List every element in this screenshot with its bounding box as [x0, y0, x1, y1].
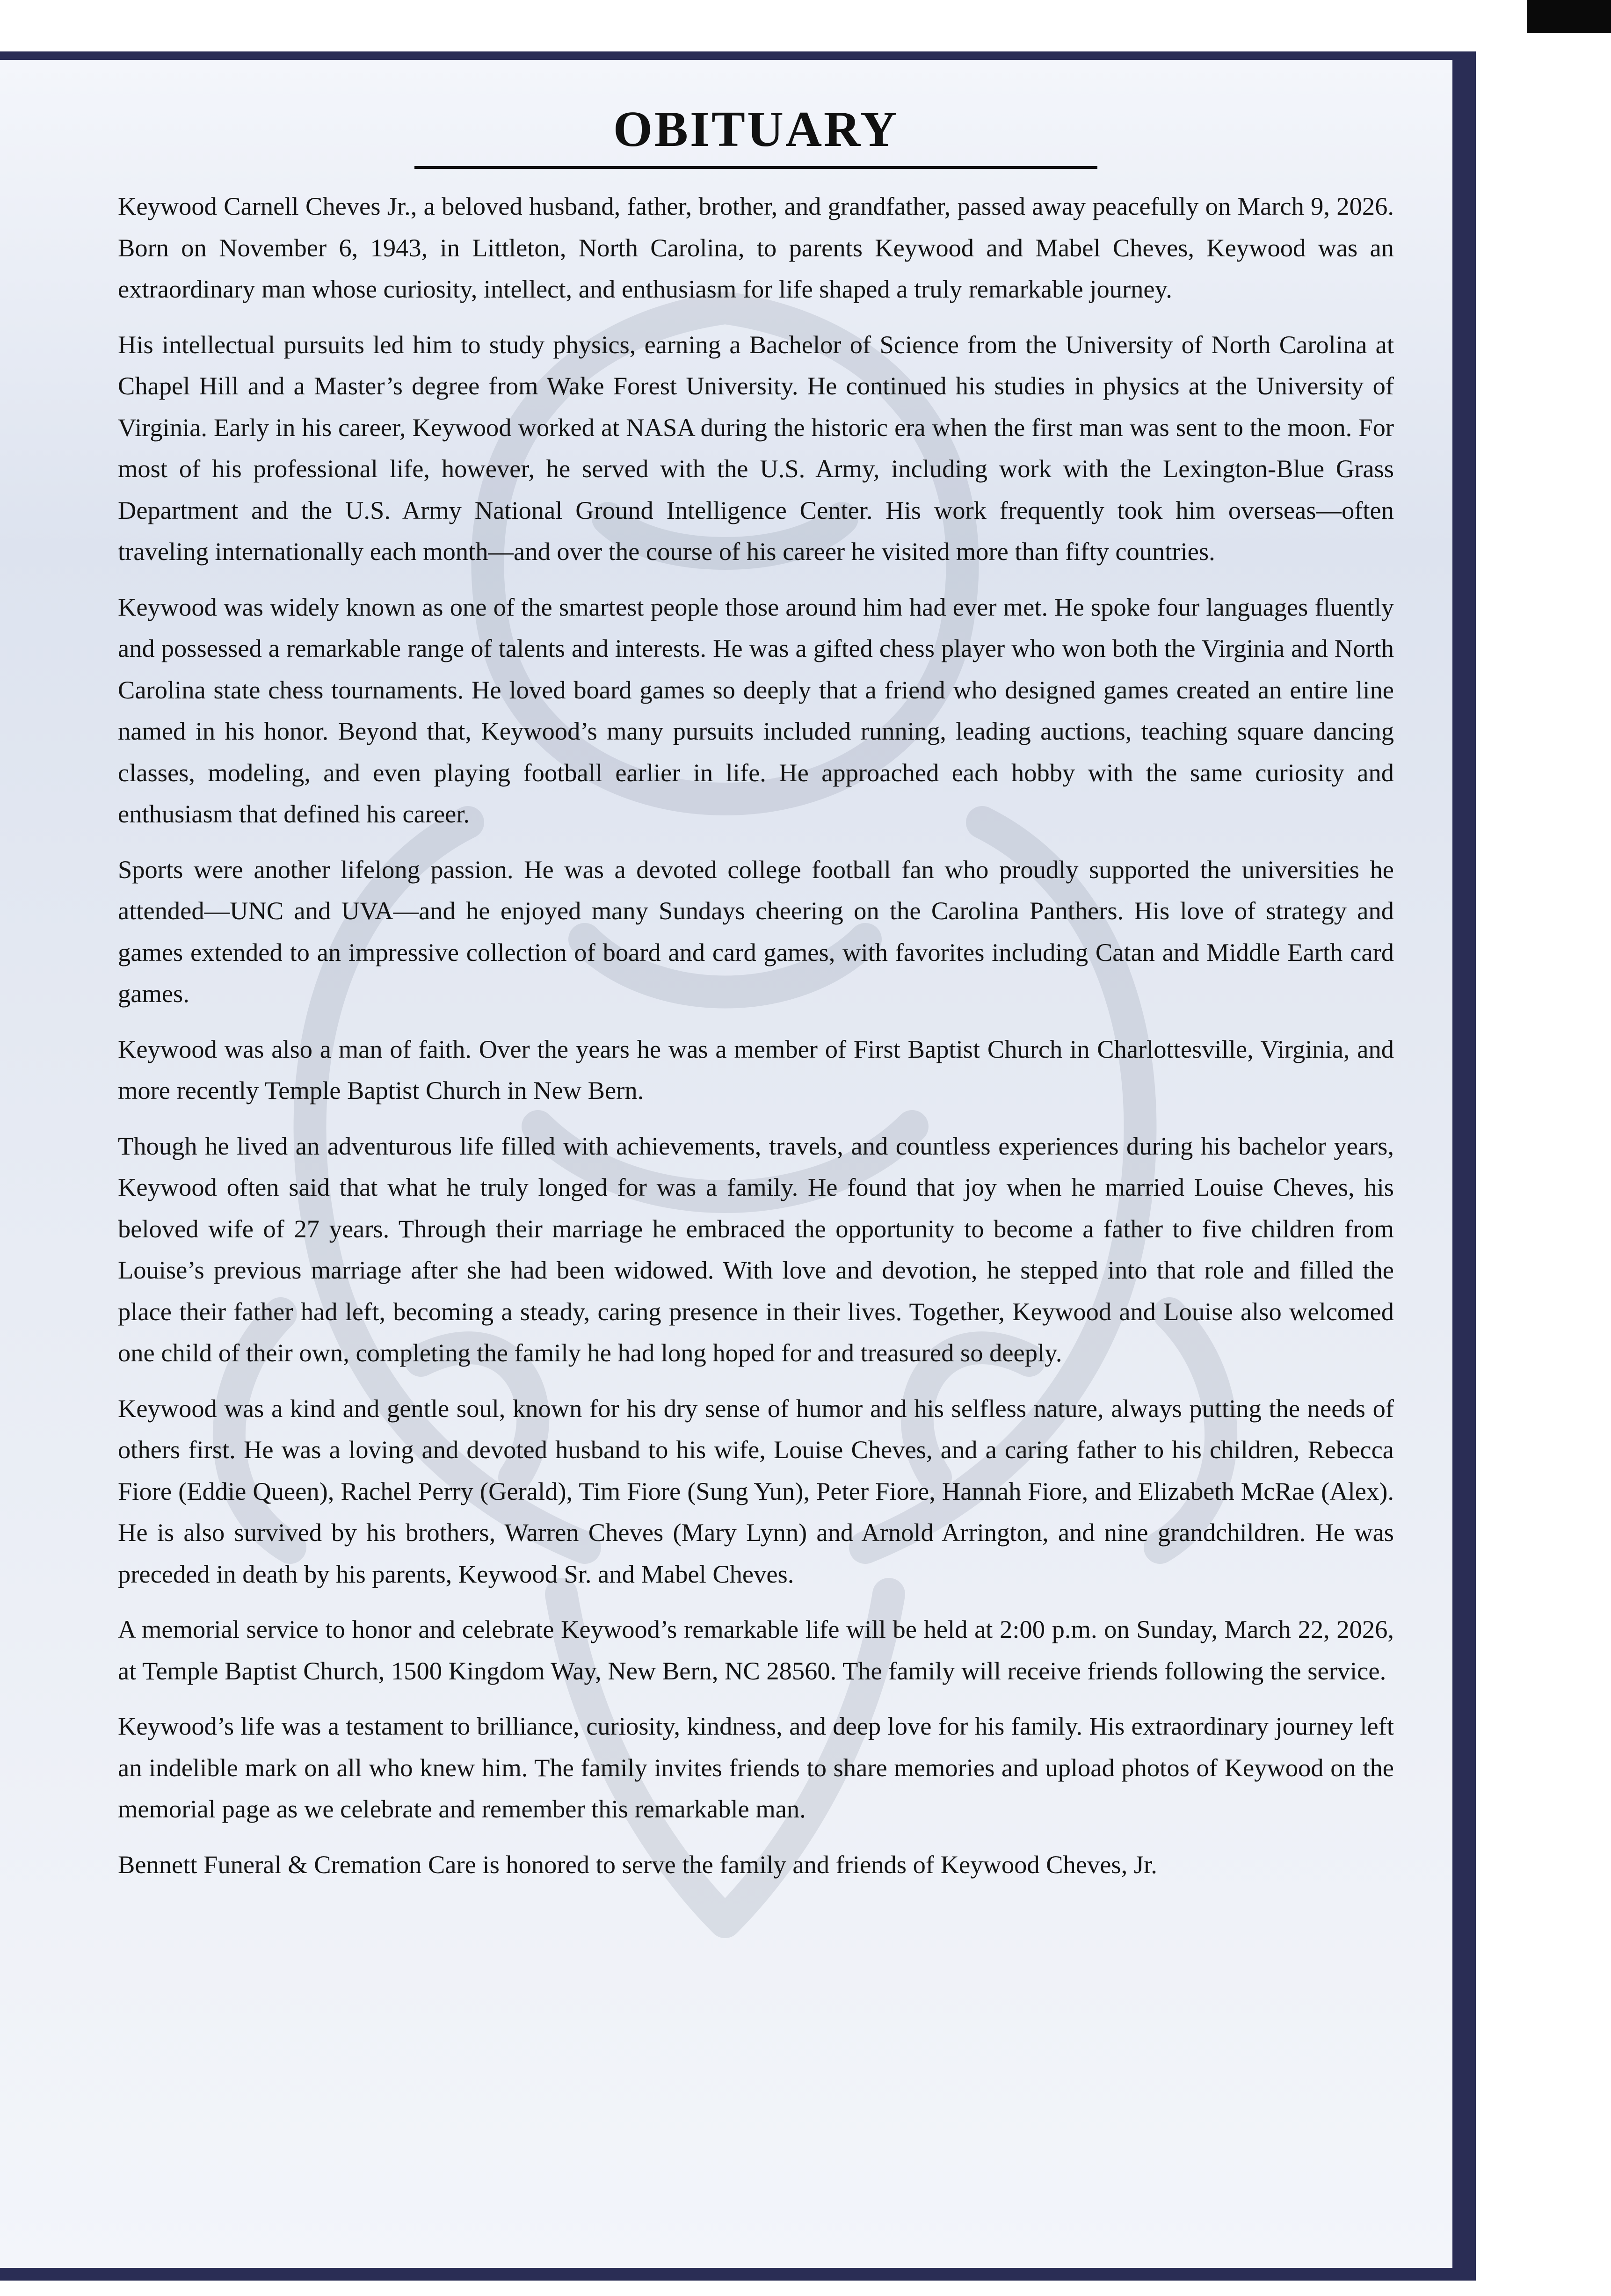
obituary-panel — [0, 60, 1452, 2268]
paragraph-intro: Keywood Carnell Cheves Jr., a beloved husband, father, brother, and grandfather, passed away peacefully on March 9, 2026. Born on November 6, 1943, in Littleton, North Carolina, to parents Keywood and Mabel Cheves, Keywood was an extraordinary man whose curiosity, intellect, and enthusiasm for life shaped a truly remarkable journey. — [118, 192, 1394, 304]
scan-edge — [1527, 0, 1611, 33]
page-frame — [0, 51, 1476, 2281]
paragraph-tribute: Keywood’s life was a testament to brilliance, curiosity, kindness, and deep love for his family. His extraordinary journey left an indelible mark on all who knew him. The family invites friends to share memories and upload photos of Keywood on the memorial page as we celebrate and remember this remarkable man. — [118, 1712, 1394, 1824]
paragraph-sports: Sports were another lifelong passion. He was a devoted college football fan who proudly supported the universities he attended—UNC and UVA—and he enjoyed many Sundays cheering on the Carolina Panthers. His love of strategy and games extended to an impressive collection of board and card games, with favorites including Catan and Middle Earth card games. — [118, 855, 1394, 1008]
paragraph-funeral-home: Bennett Funeral & Cremation Care is honored to serve the family and friends of Keywood Cheves, Jr. — [118, 1850, 1157, 1879]
paragraph-talents: Keywood was widely known as one of the smartest people those around him had ever met. He spoke four languages fluently and possessed a remarkable range of talents and interests. He was a gifted chess player who won both the Virginia and North Carolina state chess tournaments. He loved board games so deeply that a friend who designed games created an entire line named in his honor. Beyond that, Keywood’s many pursuits included running, leading auctions, teaching square dancing classes, modeling, and even playing football earlier in life. He approached each hobby with the same curiosity and enthusiasm that defined his career. — [118, 592, 1394, 828]
paragraph-survivors: Keywood was a kind and gentle soul, known for his dry sense of humor and his selfless nature, always putting the needs of others first. He was a loving and devoted husband to his wife, Louise Cheves, and a caring father to his children, Rebecca Fiore (Eddie Queen), Rachel Perry (Gerald), Tim Fiore (Sung Yun), Peter Fiore, Hannah Fiore, and Elizabeth McRae (Alex). He is also survived by his brothers, Warren Cheves (Mary Lynn) and Arnold Arrington, and nine grandchildren. He was preceded in death by his parents, Keywood Sr. and Mabel Cheves. — [118, 1394, 1394, 1588]
paragraph-faith: Keywood was also a man of faith. Over the years he was a member of First Baptist Church in Charlottesville, Virginia, and more recently Temple Baptist Church in New Bern. — [118, 1034, 1394, 1105]
title-underline — [414, 166, 1097, 169]
obituary-content — [118, 103, 1394, 1885]
paragraph-family: Though he lived an adventurous life filled with achievements, travels, and countless experiences during his bachelor years, Keywood often said that what he truly longed for was a family. He found that joy when he married Louise Cheves, his beloved wife of 27 years. Through their marriage he embraced the opportunity to become a father to five children from Louise’s previous marriage after she had been widowed. With love and devotion, he stepped into that role and filled the place their father had left, becoming a steady, caring presence in their lives. Together, Keywood and Louise also welcomed one child of their own, completing the family he had long hoped for and treasured so deeply. — [118, 1131, 1394, 1367]
page-title: OBITUARY — [613, 102, 899, 157]
paragraph-career: His intellectual pursuits led him to study physics, earning a Bachelor of Science from the University of North Carolina at Chapel Hill and a Master’s degree from Wake Forest University. He continued his studies in physics at the University of Virginia. Early in his career, Keywood worked at NASA during the historic era when the first man was sent to the moon. For most of his professional life, however, he served with the U.S. Army, including work with the Lexington-Blue Grass Department and the U.S. Army National Ground Intelligence Center. His work frequently took him overseas—often traveling internationally each month—and over the course of his career he visited more than fifty countries. — [118, 330, 1394, 566]
paragraph-memorial-service: A memorial service to honor and celebrate Keywood’s remarkable life will be held at 2:00 p.m. on Sunday, March 22, 2026, at Temple Baptist Church, 1500 Kingdom Way, New Bern, NC 28560. The family will receive friends following the service. — [118, 1615, 1394, 1685]
